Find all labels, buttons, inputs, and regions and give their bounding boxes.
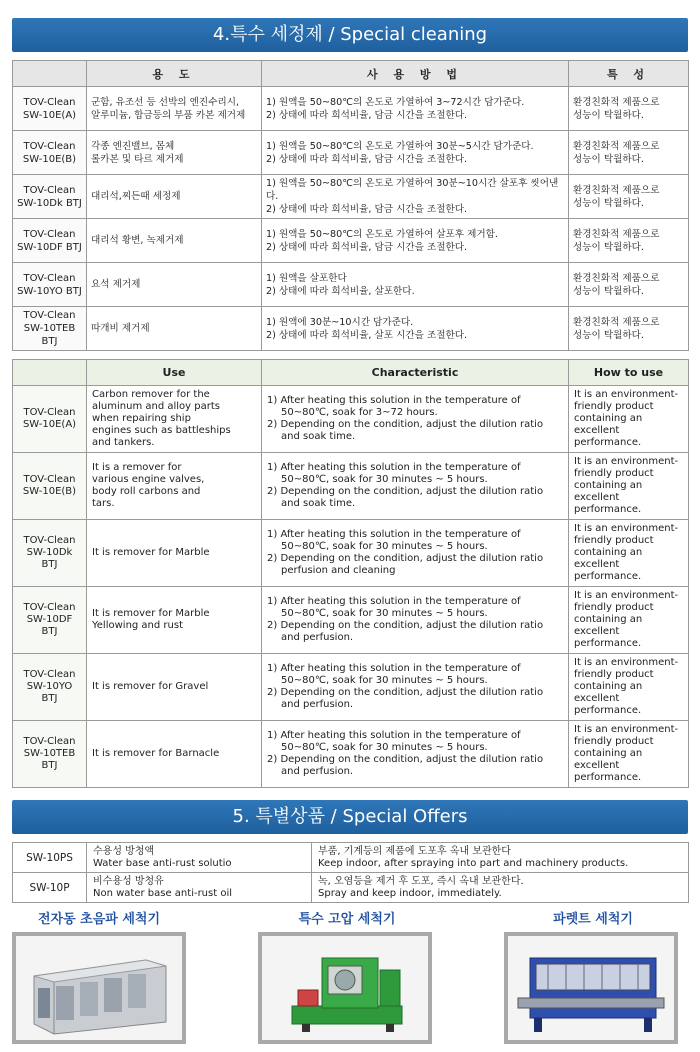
code-line: SW-10DF BTJ (17, 241, 82, 253)
use-line: 대리석 황변, 녹제거제 (91, 235, 184, 246)
product-code-cell (13, 219, 87, 263)
feature-cell (569, 587, 689, 654)
method-line: 1) After heating this solution in the temperature of (267, 730, 521, 741)
feature-line: It is an environment- (574, 724, 679, 735)
use-cell (87, 219, 262, 263)
table-row (13, 219, 689, 263)
table-row (13, 263, 689, 307)
product-code-cell (13, 175, 87, 219)
use-cell (87, 307, 262, 351)
use-cell (87, 386, 262, 453)
feature-line: friendly product (574, 602, 654, 613)
product-code-cell (13, 307, 87, 351)
feature-line: 환경친화적 제품으로 (573, 272, 660, 284)
feature-line: 성능이 탁월하다. (573, 197, 644, 209)
method-cell (262, 175, 569, 219)
machine-title-pallet: 파렛트 세척기 (553, 912, 633, 927)
method-line: 1) 원액을 50~80℃의 온도로 가열하여 30분~10시간 살포후 씻어낸다. (266, 178, 559, 202)
method-line: 50~80℃, soak for 30 minutes ~ 5 hours. (281, 608, 488, 619)
method-line: 2) Depending on the condition, adjust the dilution ratio (267, 419, 544, 430)
method-line: 50~80℃, soak for 3~72 hours. (281, 407, 438, 418)
product-code-cell (13, 453, 87, 520)
code-line: SW-10E(A) (22, 419, 77, 430)
use-cell (87, 175, 262, 219)
method-line: 1) After heating this solution in the temperature of (267, 596, 521, 607)
code-line: TOV-Clean (23, 140, 76, 152)
method-cell (262, 131, 569, 175)
code-line: TOV-Clean (23, 474, 76, 485)
code-line: SW-10TEB BTJ (23, 748, 76, 771)
offer-name-cell (87, 873, 312, 903)
method-line: and perfusion. (281, 766, 354, 777)
feature-cell (569, 175, 689, 219)
use-line: 군함, 유조선 등 선박의 엔진수리시, (91, 96, 240, 108)
offer-desc-line: Keep indoor, after spraying into part and machinery products. (318, 857, 629, 869)
feature-line: 성능이 탁월하다. (573, 109, 644, 121)
table-row (13, 721, 689, 788)
use-line: 각종 엔진밸브, 몸체 (91, 140, 175, 152)
method-line: 2) 상태에 따라 희석비율, 담금 시간을 조절한다. (266, 204, 468, 215)
feature-cell (569, 386, 689, 453)
code-line: SW-10E(A) (22, 109, 77, 121)
code-line: TOV-Clean (23, 228, 76, 240)
feature-line: performance. (574, 571, 642, 582)
method-line: 1) 원액을 50~80℃의 온도로 가열하여 30분~5시간 담가준다. (266, 140, 534, 152)
method-line: 1) After heating this solution in the temperature of (267, 462, 521, 473)
high-pressure-washer-image (258, 932, 432, 1044)
code-line: TOV-Clean (23, 272, 76, 284)
method-cell (262, 87, 569, 131)
header-characteristic-en: Characteristic (262, 360, 569, 386)
use-line: engines such as battleships (92, 425, 231, 436)
offer-name-line: 비수용성 방청유 (93, 875, 164, 887)
offer-name-line: Non water base anti-rust oil (93, 887, 233, 899)
method-line: 2) 상태에 따라 희석비율, 담금 시간을 조절한다. (266, 241, 468, 253)
feature-line: containing an excellent (574, 614, 643, 637)
offer-name-line: Water base anti-rust solutio (93, 857, 232, 869)
use-cell (87, 87, 262, 131)
method-line: and perfusion. (281, 699, 354, 710)
method-line: 2) Depending on the condition, adjust the dilution ratio (267, 687, 544, 698)
offer-desc-line: Spray and keep indoor, immediately. (318, 887, 502, 899)
code-line: TOV-Clean (23, 535, 76, 546)
feature-cell (569, 453, 689, 520)
feature-line: performance. (574, 772, 642, 783)
table-row (13, 131, 689, 175)
product-code-cell (13, 721, 87, 788)
table-row (13, 87, 689, 131)
code-line: TOV-Clean (23, 184, 76, 196)
table-row (13, 386, 689, 453)
feature-cell (569, 263, 689, 307)
feature-line: friendly product (574, 535, 654, 546)
code-line: SW-10YO BTJ (26, 681, 73, 704)
table-row (13, 307, 689, 351)
section5-banner (12, 800, 688, 834)
method-line: 2) 상태에 따라 희석비율, 살포 시간을 조절한다. (266, 329, 468, 341)
feature-line: containing an excellent (574, 681, 643, 704)
code-line: TOV-Clean (23, 669, 76, 680)
special-offers-table (12, 842, 689, 903)
use-line: It is remover for Gravel (92, 681, 209, 692)
feature-cell (569, 219, 689, 263)
feature-line: performance. (574, 705, 642, 716)
header-blank (13, 360, 87, 386)
korean-spec-table (12, 60, 689, 351)
method-cell (262, 654, 569, 721)
offer-code-cell: SW-10PS (13, 843, 87, 873)
feature-line: It is an environment- (574, 657, 679, 668)
table-row (13, 654, 689, 721)
feature-line: 성능이 탁월하다. (573, 153, 644, 165)
table-row (13, 587, 689, 654)
code-line: SW-10YO BTJ (17, 285, 82, 297)
method-line: 50~80℃, soak for 30 minutes ~ 5 hours. (281, 675, 488, 686)
use-cell (87, 721, 262, 788)
offer-desc-cell (312, 843, 689, 873)
table-row (13, 175, 689, 219)
product-code-cell (13, 520, 87, 587)
method-line: 2) Depending on the condition, adjust the dilution ratio (267, 553, 544, 564)
feature-line: performance. (574, 437, 642, 448)
table-header-row (13, 360, 689, 386)
feature-line: It is an environment- (574, 456, 679, 467)
table-header-row (13, 61, 689, 87)
method-line: 50~80℃, soak for 30 minutes ~ 5 hours. (281, 742, 488, 753)
use-line: It is remover for Barnacle (92, 748, 220, 759)
code-line: SW-10E(B) (22, 153, 77, 165)
method-line: perfusion and cleaning (281, 565, 396, 576)
method-cell (262, 587, 569, 654)
feature-line: 환경친화적 제품으로 (573, 184, 660, 196)
use-line: It is remover for Marble (92, 547, 210, 558)
use-line: and tankers. (92, 437, 155, 448)
machine-title-ultrasonic: 전자동 초음파 세척기 (37, 912, 161, 927)
method-cell (262, 453, 569, 520)
code-line: TOV-Clean (23, 736, 76, 747)
use-line: 대리석,찌든때 세정제 (91, 191, 181, 202)
method-cell (262, 386, 569, 453)
header-feature: 특 성 (569, 61, 689, 87)
method-line: and soak time. (281, 498, 356, 509)
feature-line: friendly product (574, 468, 654, 479)
method-cell (262, 219, 569, 263)
use-cell (87, 654, 262, 721)
feature-line: 성능이 탁월하다. (573, 329, 644, 341)
use-line: It is remover for Marble (92, 608, 210, 619)
method-line: 1) 원액을 50~80℃의 온도로 가열하여 3~72시간 담가준다. (266, 96, 525, 108)
offer-code-cell: SW-10P (13, 873, 87, 903)
offer-desc-cell (312, 873, 689, 903)
product-code-cell (13, 87, 87, 131)
section5-title: 5. 특별상품 / Special Offers (232, 806, 468, 827)
use-line: tars. (92, 498, 115, 509)
use-line: 알루미늄, 합금등의 부품 카본 제거제 (91, 109, 246, 121)
use-line: 요석 제거제 (91, 279, 141, 290)
header-how-to-use-en: How to use (569, 360, 689, 386)
code-line: TOV-Clean (23, 407, 76, 418)
method-line: 2) 상태에 따라 희석비율, 담금 시간을 조절한다. (266, 153, 468, 165)
use-line: body roll carbons and (92, 486, 201, 497)
feature-cell (569, 721, 689, 788)
product-code-cell (13, 263, 87, 307)
english-spec-table (12, 359, 689, 788)
feature-cell (569, 307, 689, 351)
method-line: 1) After heating this solution in the temperature of (267, 663, 521, 674)
use-cell (87, 131, 262, 175)
code-line: TOV-Clean (23, 602, 76, 613)
method-line: 1) 원액을 살포한다 (266, 272, 347, 284)
code-line: SW-10Dk BTJ (26, 547, 73, 570)
method-line: 2) Depending on the condition, adjust the dilution ratio (267, 620, 544, 631)
method-line: 50~80℃, soak for 30 minutes ~ 5 hours. (281, 474, 488, 485)
method-line: 1) After heating this solution in the temperature of (267, 529, 521, 540)
method-line: 2) Depending on the condition, adjust the dilution ratio (267, 754, 544, 765)
use-line: 따개비 제거제 (91, 323, 150, 334)
machine-title-highpressure: 특수 고압 세척기 (298, 912, 396, 927)
use-cell (87, 520, 262, 587)
method-line: 2) 상태에 따라 희석비율, 담금 시간을 조절한다. (266, 109, 468, 121)
offer-desc-line: 녹, 오염등을 제거 후 도포, 즉시 옥내 보관한다. (318, 875, 524, 887)
use-line: 롤카본 및 타르 제거제 (91, 153, 184, 165)
method-cell (262, 721, 569, 788)
method-line: 50~80℃, soak for 30 minutes ~ 5 hours. (281, 541, 488, 552)
code-line: TOV-Clean (23, 96, 76, 108)
use-cell (87, 587, 262, 654)
code-line: SW-10E(B) (22, 486, 77, 497)
feature-line: friendly product (574, 401, 654, 412)
method-cell (262, 263, 569, 307)
method-line: 1) After heating this solution in the temperature of (267, 395, 521, 406)
header-use: 용 도 (87, 61, 262, 87)
product-code-cell (13, 386, 87, 453)
table-row (13, 453, 689, 520)
feature-line: performance. (574, 504, 642, 515)
feature-line: friendly product (574, 736, 654, 747)
use-line: when repairing ship (92, 413, 191, 424)
method-cell (262, 307, 569, 351)
product-code-cell (13, 654, 87, 721)
feature-cell (569, 87, 689, 131)
feature-line: containing an excellent (574, 547, 643, 570)
feature-cell (569, 131, 689, 175)
feature-line: 환경친화적 제품으로 (573, 316, 660, 328)
use-line: various engine valves, (92, 474, 205, 485)
feature-line: 환경친화적 제품으로 (573, 228, 660, 240)
header-blank (13, 61, 87, 87)
header-use-en: Use (87, 360, 262, 386)
method-cell (262, 520, 569, 587)
feature-line: It is an environment- (574, 389, 679, 400)
method-line: 1) 원액을 50~80℃의 온도로 가열하여 살포후 제거함. (266, 228, 498, 240)
use-cell (87, 263, 262, 307)
table-row (13, 843, 689, 873)
section4-banner (12, 18, 688, 52)
pallet-washer-image (504, 932, 678, 1044)
feature-line: friendly product (574, 669, 654, 680)
section4-title: 4.특수 세정제 / Special cleaning (212, 24, 488, 45)
product-code-cell (13, 131, 87, 175)
use-line: It is a remover for (92, 462, 182, 473)
product-code-cell (13, 587, 87, 654)
feature-line: 성능이 탁월하다. (573, 241, 644, 253)
feature-line: 성능이 탁월하다. (573, 285, 644, 297)
use-line: Carbon remover for the (92, 389, 210, 400)
use-cell (87, 453, 262, 520)
code-line: SW-10TEB BTJ (23, 323, 76, 347)
use-line: aluminum and alloy parts (92, 401, 220, 412)
feature-line: 환경친화적 제품으로 (573, 140, 660, 152)
offer-desc-line: 부품, 기계등의 제품에 도포후 옥내 보관한다 (318, 845, 511, 857)
method-line: and soak time. (281, 431, 356, 442)
ultrasonic-washer-image (12, 932, 186, 1044)
feature-cell (569, 520, 689, 587)
code-line: TOV-Clean (23, 310, 76, 321)
method-line: 2) 상태에 따라 희석비율, 살포한다. (266, 285, 415, 297)
method-line: 1) 원액에 30분~10시간 담가준다. (266, 316, 414, 328)
feature-line: performance. (574, 638, 642, 649)
table-row (13, 873, 689, 903)
offer-name-cell (87, 843, 312, 873)
header-method: 사 용 방 법 (262, 61, 569, 87)
method-line: and perfusion. (281, 632, 354, 643)
use-line: Yellowing and rust (92, 620, 184, 631)
feature-line: containing an excellent (574, 748, 643, 771)
offer-name-line: 수용성 방청액 (93, 845, 155, 857)
feature-line: containing an excellent (574, 413, 643, 436)
code-line: SW-10Dk BTJ (17, 197, 82, 209)
feature-line: containing an excellent (574, 480, 643, 503)
feature-line: 환경친화적 제품으로 (573, 96, 660, 108)
table-row (13, 520, 689, 587)
feature-line: It is an environment- (574, 590, 679, 601)
feature-cell (569, 654, 689, 721)
feature-line: It is an environment- (574, 523, 679, 534)
method-line: 2) Depending on the condition, adjust the dilution ratio (267, 486, 544, 497)
code-line: SW-10DF BTJ (26, 614, 73, 637)
